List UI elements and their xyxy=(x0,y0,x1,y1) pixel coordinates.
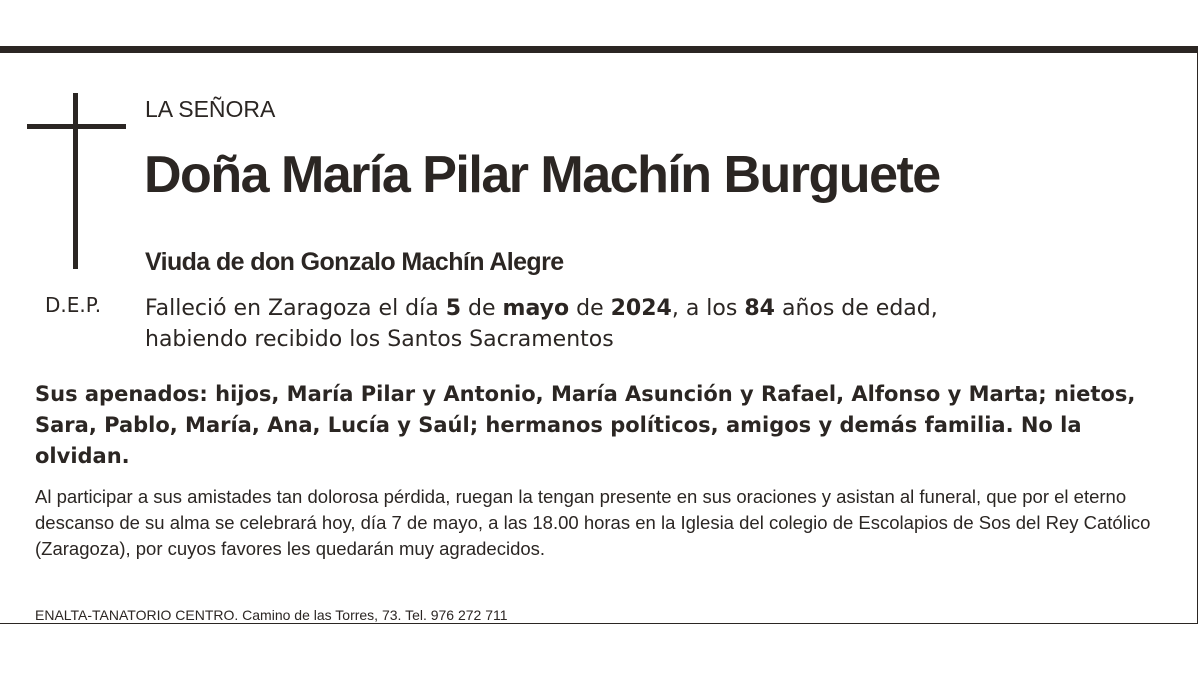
mourners-paragraph: Sus apenados: hijos, María Pilar y Antonio, María Asunción y Rafael, Alfonso y Marta; nietos, Sara, Pablo, María, Ana, Lucía y Saúl; hermanos políticos, amigos y demás familia. No la olvidan. xyxy=(35,382,1136,468)
death-details xyxy=(145,293,938,355)
funeral-home-footer: ENALTA-TANATORIO CENTRO. Camino de las Torres, 73. Tel. 976 272 711 xyxy=(35,607,508,623)
death-line-1 xyxy=(145,293,938,324)
death-text: de xyxy=(569,296,611,321)
cross-vertical-bar xyxy=(73,93,78,269)
death-text: años de edad, xyxy=(774,296,938,321)
death-age: 84 xyxy=(744,296,775,321)
obituary-notice xyxy=(0,46,1198,624)
cross-icon xyxy=(27,93,126,269)
death-text: de xyxy=(461,296,503,321)
funeral-paragraph: Al participar a sus amistades tan dolorosa pérdida, ruegan la tengan presente en sus oraciones y asistan al funeral, que por el eterno descanso de su alma se celebrará hoy, día 7 de mayo, a las 18.00 horas en la Iglesia del colegio de Escolapios de Sos del Rey Católico (Zaragoza), por cuyos favores les quedarán muy agradecidos. xyxy=(35,486,1151,559)
widow-of: Viuda de don Gonzalo Machín Alegre xyxy=(145,248,564,276)
death-month: mayo xyxy=(502,296,570,321)
cross-horizontal-bar xyxy=(27,124,126,129)
dep-label: D.E.P. xyxy=(45,293,102,317)
death-text: Falleció en Zaragoza el día xyxy=(145,296,446,321)
honorific: LA SEÑORA xyxy=(145,96,276,122)
death-text: , a los xyxy=(671,296,745,321)
deceased-name: Doña María Pilar Machín Burguete xyxy=(144,146,940,204)
death-line-2: habiendo recibido los Santos Sacramentos xyxy=(145,327,614,352)
death-year: 2024 xyxy=(610,296,672,321)
death-day: 5 xyxy=(445,296,462,321)
